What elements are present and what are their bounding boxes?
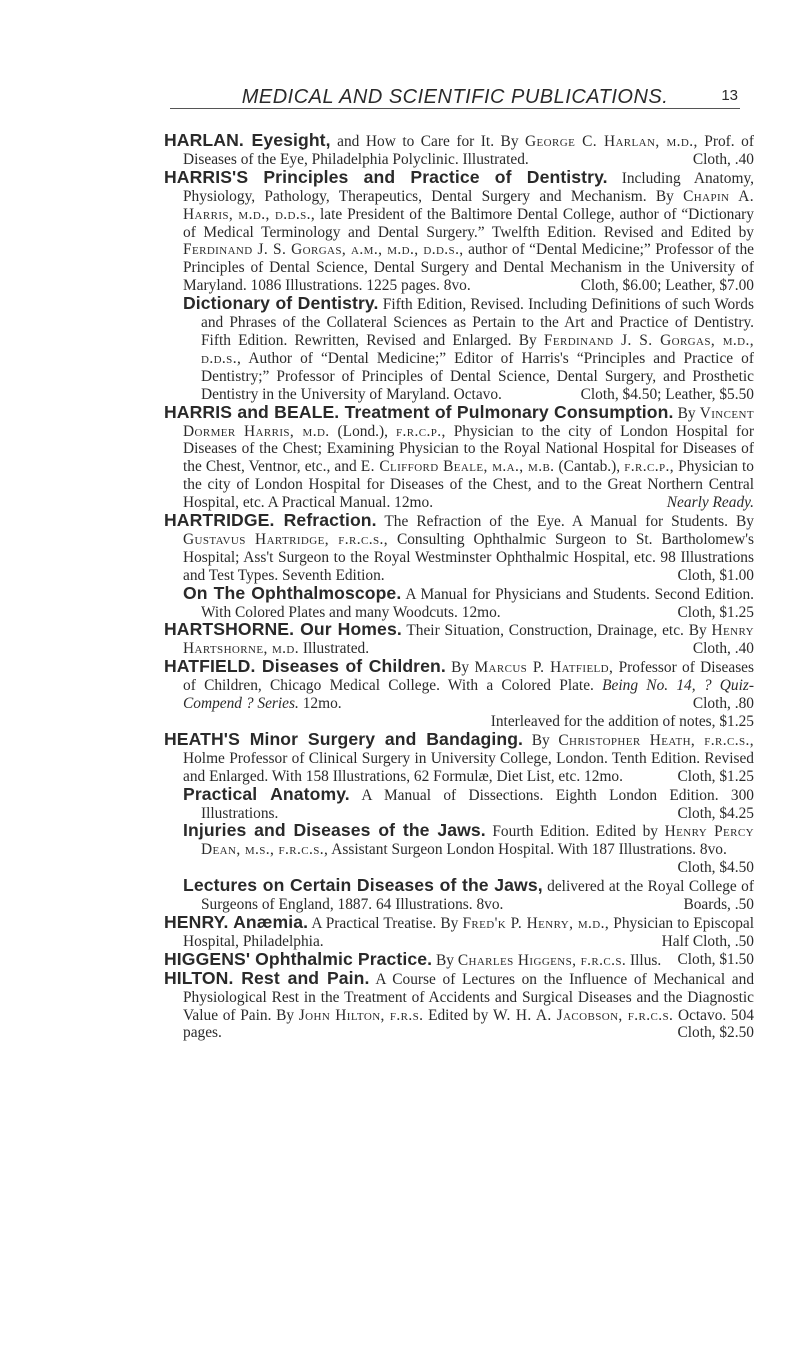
entry-hatfield [164, 658, 754, 731]
entry-text: (Lond.), [337, 422, 388, 440]
entry-text: Including Anatomy, Physiology, Pathology, Therapeutics, Dental Surgery and Mechanism. By [183, 169, 754, 205]
entry-author: Vincent Dormer Harris, m.d. [183, 404, 754, 440]
running-title: MEDICAL AND SCIENTIFIC PUBLICATIONS. [241, 86, 669, 108]
entry-heading: HENRY. Anæmia. [164, 911, 309, 932]
entry-author: Ferdinand J. S. Gorgas, a.m., m.d., d.d.s., [183, 241, 464, 259]
entry-text: Their Situation, Construction, Drainage, etc. By [406, 622, 707, 640]
entry-author: John Hilton, f.r.s. [298, 1006, 424, 1024]
entry-heading: Lectures on Certain Diseases of the Jaws, [183, 875, 543, 896]
entry-text: Fourth Edition. Edited by [492, 823, 658, 841]
entry-heading: HIGGENS' Ophthalmic Practice. [164, 948, 433, 969]
entry-heath [164, 728, 754, 786]
entry-text: Illustrated. [302, 640, 370, 658]
entry-author: Christopher Heath, f.r.c.s., [558, 731, 754, 749]
entry-text: Physician to Episcopal Hospital, Philadelphia. [183, 914, 754, 950]
entry-heading: HARLAN. Eyesight, [164, 130, 331, 150]
entry-heading: Injuries and Diseases of the Jaws. [183, 820, 486, 841]
entry-text: Professor of Diseases of Children, Chicago Medical College. With a Colored Plate. [183, 659, 755, 695]
entry-text: Physician to the city of London Hospital for Diseases of the Chest; Examining Physician to the Royal National Hospital for Diseases of the Chest, Ventnor, etc., and [183, 422, 755, 476]
entry-author: f.r.c.p., [624, 458, 674, 476]
entry-price: Nearly Ready. [666, 494, 754, 512]
entry-text: Octavo. 504 pages. [183, 1006, 755, 1042]
entry-text: By [677, 404, 696, 422]
entry-price: Cloth, .80 [692, 695, 754, 713]
entry-author: Chapin A. Harris, m.d., d.d.s., [183, 187, 754, 223]
entry-price: Cloth, $1.25 [677, 603, 754, 621]
entry-price: Cloth, $4.25 [677, 804, 754, 822]
entry-heading: HILTON. Rest and Pain. [164, 967, 370, 988]
entry-text: and How to Care for It. By [337, 133, 519, 150]
entry-author: W. H. A. Jacobson, f.r.c.s. [493, 1006, 674, 1024]
entry-text: A Manual of Dissections. Eighth London Edition. 300 Illustrations. [201, 786, 755, 822]
entry-author: E. Clifford Beale, m.a., m.b. [360, 458, 555, 476]
entry-author: f.r.c.p., [395, 422, 446, 440]
entry-price-note: Interleaved for the addition of notes, $1.25 [490, 713, 754, 730]
entry-author: Henry Hartshorne, m.d. [183, 622, 754, 658]
entry-text: Consulting Ophthalmic Surgeon to St. Bartholomew's Hospital; Ass't Surgeon to the Royal Westminster Ophthalmic Hospital, etc. 98 Illustrations and Test Types. Seventh Edition. [183, 530, 754, 584]
entry-price: Cloth, $6.00; Leather, $7.00 [580, 277, 754, 295]
entry-text: (Cantab.), [558, 458, 621, 476]
entry-text: Author of “Dental Medicine;” Editor of Harris's “Principles and Practice of Dentistry;” Professor of Principles of Dental Science, Dental Surgery, and Prosthetic Dentistry in the University of Maryland. Octavo. [201, 349, 754, 403]
entry-harlan [164, 132, 754, 169]
entry-text: A Practical Treatise. By [311, 914, 459, 932]
entry-text: author of “Dental Medicine;” Professor of the Principles of Dental Science, Dental Surgery and Dental Mechanism in the University of Maryland. 1086 Illustrations. 1225 pages. 8vo. [183, 241, 754, 295]
entry-author: Gustavus Hartridge, f.r.c.s., [183, 530, 389, 548]
entry-heading: HATFIELD. Diseases of Children. [164, 656, 446, 677]
catalog-entries [164, 132, 754, 1042]
entry-text: By [451, 659, 470, 677]
entry-price: Boards, .50 [683, 896, 754, 914]
entry-henry [164, 911, 754, 951]
entry-hartshorne [164, 621, 754, 658]
entry-text: Fifth Edition, Revised. Including Definitions of such Words and Phrases of the Collateral Sciences as Pertain to the Art and Practice of Dentistry. Fifth Edition. Rewritten, Revised and Enlarged. By [201, 296, 754, 349]
entry-harris [164, 166, 754, 295]
entry-series-note: Being No. 14, ? Quiz-Compend ? Series. [183, 677, 754, 713]
entry-price: Half Cloth, .50 [661, 932, 754, 950]
entry-text: late President of the Baltimore Dental College, author of “Dictionary of Medical Terminology and Dental Surgery.” Twelfth Edition. Revised and Edited by [183, 205, 754, 241]
entry-heading: HARTSHORNE. Our Homes. [164, 619, 402, 640]
entry-text: Assistant Surgeon London Hospital. With 187 Illustrations. 8vo. [331, 841, 727, 859]
entry-text: delivered at the Royal College of Surgeons of England, 1887. 64 Illustrations. 8vo. [201, 878, 755, 914]
entry-heading: Practical Anatomy. [183, 783, 350, 804]
entry-hilton [164, 967, 755, 1043]
entry-lectures-jaws [164, 877, 754, 914]
entry-heading: Dictionary of Dentistry. [183, 293, 379, 314]
entry-heading: HARRIS and BEALE. Treatment of Pulmonary Consumption. [164, 401, 674, 422]
entry-heading: HEATH'S Minor Surgery and Bandaging. [164, 728, 524, 749]
entry-price: Cloth, .40 [692, 640, 754, 658]
running-header [170, 86, 740, 109]
entry-injuries-jaws [164, 822, 754, 877]
entry-heading: HARRIS'S Principles and Practice of Dentistry. [164, 166, 608, 187]
entry-author: Charles Higgens, f.r.c.s. [457, 951, 627, 969]
entry-heading: On The Ophthalmoscope. [183, 582, 402, 603]
entry-text: Physician to the city of London Hospital for Diseases of the Chest, and to the Great Northern Central Hospital, etc. A Practical Manual. 12mo. [183, 458, 754, 512]
entry-ophthalmoscope [164, 582, 754, 622]
entry-text: Illus. [630, 951, 662, 969]
entry-text: By [531, 731, 550, 749]
entry-hartridge [164, 512, 754, 585]
entry-dictionary-dentistry [164, 295, 754, 403]
entry-price: Cloth, .40 [692, 150, 754, 168]
entry-price: Cloth, $1.25 [677, 767, 754, 785]
entry-price: Cloth, $4.50; Leather, $5.50 [580, 385, 754, 403]
entry-harris-beale [164, 401, 755, 512]
entry-price: Cloth, $4.50 [677, 859, 754, 877]
entry-text: Edited by [428, 1006, 489, 1024]
entry-text: Holme Professor of Clinical Surgery in University College, London. Tenth Edition. Revised and Enlarged. With 158 Illustrations, 62 Formulæ, Diet List, etc. 12mo. [183, 749, 754, 785]
entry-text: Prof. of Diseases of the Eye, Philadelphia Polyclinic. Illustrated. [183, 133, 754, 168]
entry-text: By [436, 951, 454, 969]
entry-text: 12mo. [302, 695, 342, 713]
entry-text: A Course of Lectures on the Influence of Mechanical and Physiological Rest in the Treatment of Accidents and Surgical Diseases and the Diagnostic Value of Pain. By [183, 970, 755, 1024]
entry-heading: HARTRIDGE. Refraction. [164, 510, 377, 531]
entry-text: A Manual for Physicians and Students. Second Edition. With Colored Plates and many Woodcuts. 12mo. [201, 585, 754, 621]
entry-author: George C. Harlan, m.d., [525, 133, 698, 150]
page-number: 13 [721, 87, 738, 104]
entry-text: The Refraction of the Eye. A Manual for Students. By [384, 513, 754, 531]
entry-author: Ferdinand J. S. Gorgas, m.d., d.d.s., [201, 331, 754, 367]
entry-price: Cloth, $1.00 [677, 566, 754, 584]
entry-practical-anatomy [164, 783, 755, 823]
entry-price: Cloth, $2.50 [677, 1024, 754, 1042]
entry-author: Fred'k P. Henry, m.d., [462, 914, 610, 932]
entry-author: Marcus P. Hatfield, [474, 659, 614, 677]
entry-author: Henry Percy Dean, m.s., f.r.c.s., [201, 823, 754, 859]
entry-price: Cloth, $1.50 [677, 950, 754, 968]
